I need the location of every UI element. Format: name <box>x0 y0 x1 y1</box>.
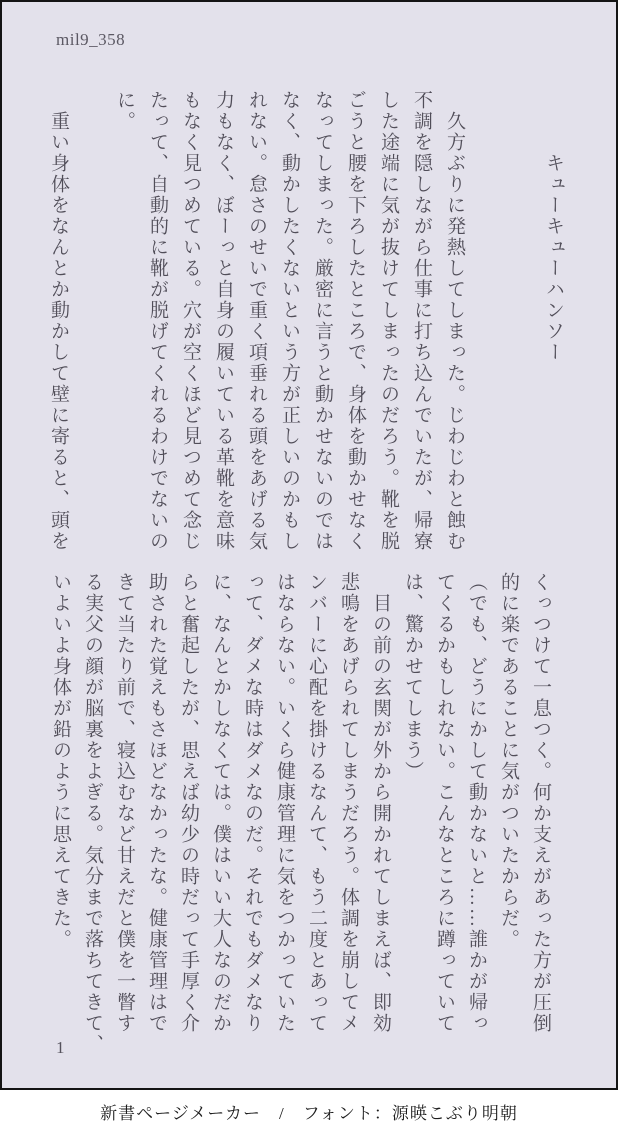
text-block-lower <box>44 572 556 1055</box>
text-line: 重い身体をなんとか動かして壁に寄ると、頭を <box>48 90 69 552</box>
text-line: ごうと腰を下ろしたところで、身体を動かせなく <box>345 90 366 552</box>
text-line: ンバーに心配を掛けるなんて、もう二度とあって <box>306 572 327 1034</box>
text-line: たって、自動的に靴が脱げてくれるわけでないの <box>147 90 168 552</box>
text-line <box>471 90 504 552</box>
generator-credit-text: 新書ページメーカー / フォント：源暎こぶり明朝 <box>100 1103 518 1123</box>
story-title-line: キューキューハンソー <box>543 90 564 363</box>
text-line: いよいよ身体が鉛のように思えてきた。 <box>50 572 71 950</box>
text-line: もなく見つめている。穴が空くほど見つめて念じ <box>180 90 201 552</box>
text-line: に。 <box>114 90 135 132</box>
page-number: 1 <box>56 1038 65 1057</box>
text-line: きて当たり前で、寝込むなど甘えだと僕を一瞥す <box>114 572 135 1034</box>
text-line: 的に楽であることに気がついたからだ。 <box>498 572 519 950</box>
text-line: 不調を隠しながら仕事に打ち込んでいたが、帰寮 <box>411 90 432 552</box>
text-line: は、驚かせてしまう） <box>402 572 423 782</box>
text-line: らと奮起したが、思えば幼少の時だって手厚く介 <box>178 572 199 1034</box>
text-line: てくるかもしれない。こんなところに蹲っていて <box>434 572 455 1034</box>
text-line <box>75 90 108 552</box>
text-line: に、なんとかしなくては。僕はいい大人なのだか <box>210 572 231 1034</box>
text-block-upper <box>42 90 570 552</box>
text-line: れない。怠さのせいで重く項垂れる頭をあげる気 <box>246 90 267 552</box>
text-line: 力もなく、ぼーっと自身の履いている革靴を意味 <box>213 90 234 552</box>
text-line: なく、動かしたくないという方が正しいのかもし <box>279 90 300 552</box>
text-line: なってしまった。厳密に言うと動かせないのでは <box>312 90 333 552</box>
text-line: 悲鳴をあげられてしまうだろう。体調を崩してメ <box>338 572 359 1034</box>
text-line <box>504 90 537 552</box>
text-line: 目の前の玄関が外から開かれてしまえば、即効 <box>370 572 391 1034</box>
text-line: くっつけて一息つく。何か支えがあった方が圧倒 <box>530 572 551 1034</box>
text-line: 助された覚えもさほどなかったな。健康管理はで <box>146 572 167 1034</box>
text-line: した途端に気が抜けてしまったのだろう。靴を脱 <box>378 90 399 552</box>
text-line: はならない。いくら健康管理に気をつかっていた <box>274 572 295 1034</box>
text-line: って、ダメな時はダメなのだ。それでもダメなり <box>242 572 263 1034</box>
text-line: （でも、どうにかして動かないと……誰かが帰っ <box>466 572 487 1034</box>
generator-credit-bar <box>0 1090 618 1132</box>
user-id-label: mil9_358 <box>56 30 126 49</box>
text-line: 久方ぶりに発熱してしまった。じわじわと蝕む <box>444 90 465 552</box>
text-line: る実父の顔が脳裏をよぎる。気分まで落ちてきて、 <box>82 572 103 1055</box>
